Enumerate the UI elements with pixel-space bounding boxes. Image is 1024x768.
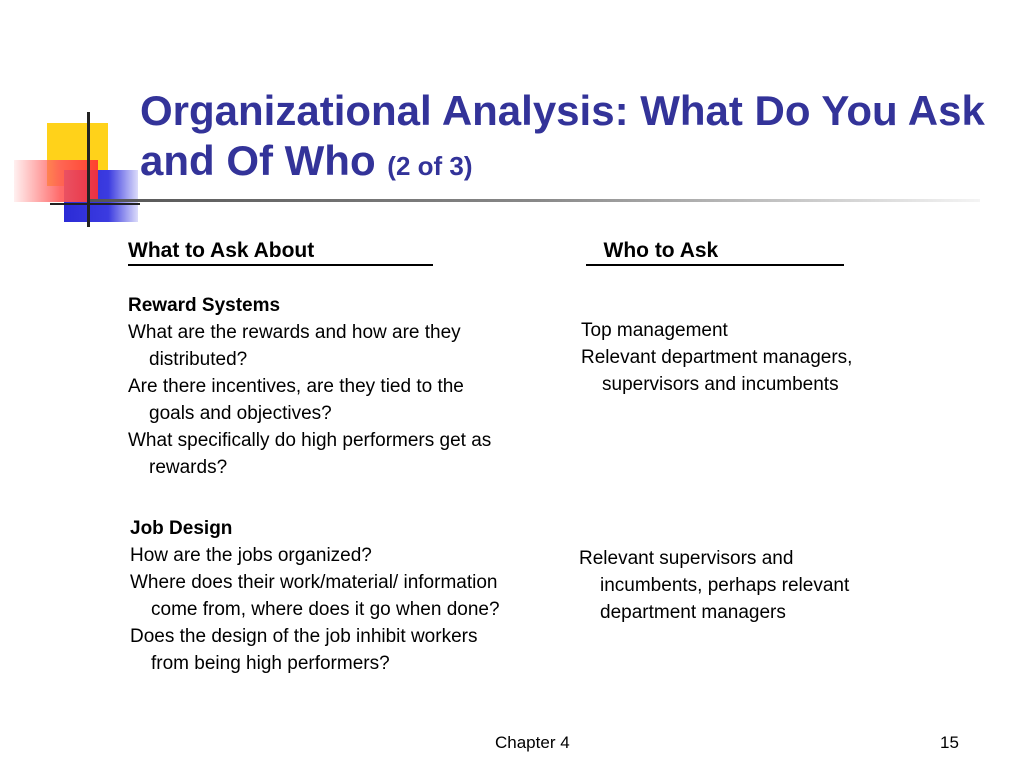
slide-title	[140, 86, 1000, 191]
slide-title-sub: (2 of 3)	[387, 151, 473, 181]
job-design-heading: Job Design	[130, 518, 233, 539]
question-item: What are the rewards and how are they distributed?	[128, 322, 461, 370]
reward-systems-heading: Reward Systems	[128, 295, 281, 316]
question-item: Where does their work/material/ information come from, where does it go when done?	[130, 572, 500, 620]
who-item: Relevant supervisors and incumbents, perhaps relevant department managers	[579, 548, 850, 623]
footer-page-number: 15	[940, 733, 959, 752]
title-divider	[90, 199, 980, 202]
job-design-who	[579, 545, 879, 626]
question-item: Are there incentives, are they tied to the goals and objectives?	[128, 376, 464, 424]
decor-vertical-line	[87, 112, 90, 227]
decor-red-square	[14, 160, 98, 202]
question-item: Does the design of the job inhibit workers from being high performers?	[130, 626, 478, 674]
who-item: Relevant department managers, supervisors and incumbents	[581, 347, 853, 395]
footer-chapter: Chapter 4	[495, 733, 570, 752]
column-header-what: What to Ask About	[128, 238, 433, 266]
question-item: How are the jobs organized?	[130, 545, 372, 566]
decor-horizontal-line	[50, 203, 140, 205]
job-design-questions	[130, 515, 510, 677]
reward-systems-who	[581, 317, 941, 398]
question-item: What specifically do high performers get as rewards?	[128, 430, 492, 478]
column-header-who: Who to Ask	[586, 238, 844, 266]
slide-title-main: Organizational Analysis: What Do You Ask and Of Who	[140, 87, 985, 184]
who-item: Top management	[581, 320, 728, 341]
reward-systems-questions	[128, 292, 508, 481]
